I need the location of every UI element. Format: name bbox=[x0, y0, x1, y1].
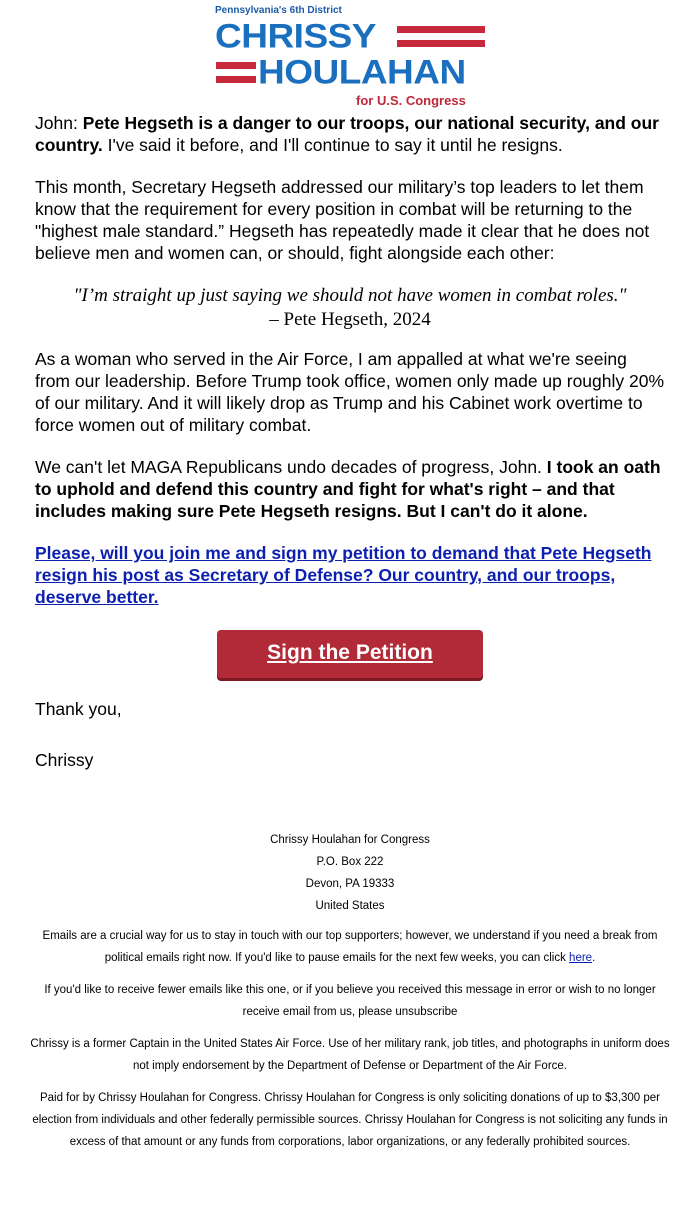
logo-stripe bbox=[216, 76, 256, 83]
address-po-box: P.O. Box 222 bbox=[316, 856, 384, 868]
pause-end: . bbox=[592, 952, 596, 964]
intro-rest: I've said it before, and I'll continue to say it until he resigns. bbox=[102, 135, 563, 155]
paragraph-cta bbox=[35, 542, 665, 608]
unsubscribe-notice: If you'd like to receive fewer emails like this one, or if you believe you received this message in error or wish to no longer receive email from us, please unsubscribe bbox=[44, 984, 656, 1018]
logo-stripe bbox=[216, 62, 256, 69]
address-org: Chrissy Houlahan for Congress bbox=[270, 834, 430, 846]
signature: Chrissy bbox=[35, 750, 94, 770]
paragraph-service: As a woman who served in the Air Force, I am appalled at what we're seeing from our leadership. Before Trump took office, women only made up roughly 20% of our military. And it will likely drop as Trump and his Cabinet work overtime to force women out of military combat. bbox=[35, 349, 665, 435]
logo-first-name: CHRISSY bbox=[215, 17, 376, 55]
logo-district: Pennsylvania's 6th District bbox=[215, 5, 342, 16]
pause-notice bbox=[30, 925, 670, 969]
petition-link[interactable]: Please, will you join me and sign my petition to demand that Pete Hegseth resign his post as Secretary of Defense? Our country, and our troops, deserve better. bbox=[35, 543, 652, 607]
oath-plain: We can't let MAGA Republicans undo decades of progress, John. bbox=[35, 457, 547, 477]
address-city: Devon, PA 19333 bbox=[305, 878, 395, 890]
pause-here-link[interactable]: here bbox=[569, 952, 593, 964]
pause-text: Emails are a crucial way for us to stay in touch with our top supporters; however, we understand if you need a break from political emails right now. If you'd like to pause emails for the next few weeks, you can click bbox=[42, 930, 658, 964]
email-footer bbox=[0, 829, 700, 1153]
paragraph-intro bbox=[35, 112, 665, 156]
address-country: United States bbox=[315, 900, 385, 912]
logo-stripe bbox=[397, 40, 485, 47]
military-disclaimer: Chrissy is a former Captain in the United States Air Force. Use of her military rank, job titles, and photographs in uniform does not imply endorsement by the Department of Defense or Department of the Air Force. bbox=[30, 1038, 670, 1072]
button-wrapper bbox=[35, 630, 665, 678]
quote-attribution: – Pete Hegseth, 2024 bbox=[269, 309, 431, 330]
sign-petition-button[interactable]: Sign the Petition bbox=[217, 630, 483, 678]
paragraph-oath bbox=[35, 456, 665, 522]
salutation: John: bbox=[35, 113, 83, 133]
quote-text: "I’m straight up just saying we should not have women in combat roles." bbox=[73, 285, 627, 306]
campaign-logo bbox=[0, 0, 700, 112]
logo-last-name: HOULAHAN bbox=[258, 53, 466, 91]
paragraph-context: This month, Secretary Hegseth addressed our military’s top leaders to let them know that the requirement for every position in combat will be returning to the "highest male standard.” Hegseth has repeatedly made it clear that he does not believe men and women can, or should, fight alongside each other: bbox=[35, 177, 650, 263]
logo-tagline: for U.S. Congress bbox=[356, 93, 466, 108]
oath-bold: I took an oath to uphold and defend this country and fight for what's right – and that includes making sure Pete Hegseth resigns. But I can't do it alone. bbox=[35, 457, 661, 521]
mailing-address bbox=[30, 829, 670, 917]
logo-stripe bbox=[397, 26, 485, 33]
intro-bold: Pete Hegseth is a danger to our troops, our national security, and our country. bbox=[35, 113, 659, 155]
paid-for-disclaimer: Paid for by Chrissy Houlahan for Congress. Chrissy Houlahan for Congress is only soliciting donations of up to $3,300 per election from individuals and other federally permissible sources. Chrissy Houlahan for Congress is not soliciting any funds in excess of that amount or any funds from corporations, labor organizations, or any federally prohibited sources. bbox=[32, 1092, 668, 1148]
signature-block bbox=[35, 698, 665, 771]
signoff: Thank you, bbox=[35, 699, 122, 719]
email-body bbox=[0, 112, 700, 771]
hegseth-quote bbox=[35, 284, 665, 332]
